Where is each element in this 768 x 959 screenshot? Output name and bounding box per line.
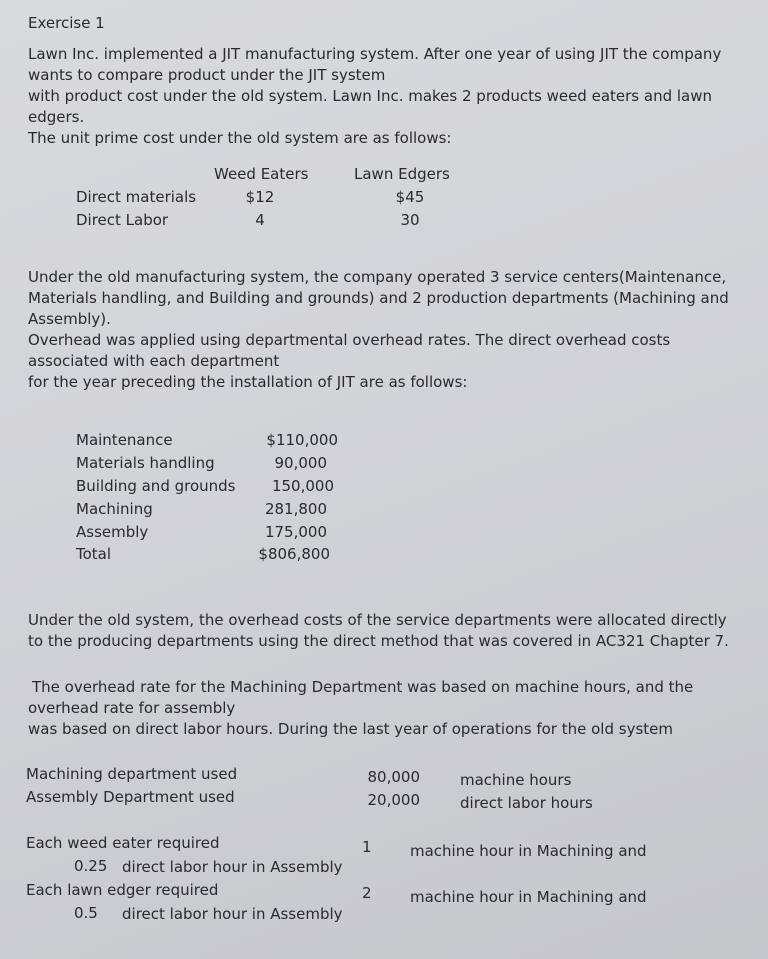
- allocation-paragraph: [28, 610, 729, 652]
- overhead-row-value: 90,000: [274, 454, 327, 472]
- intro-line: wants to compare product under the JIT system: [28, 66, 386, 84]
- overhead-total-value: $806,800: [258, 545, 330, 563]
- old-system-paragraph: [28, 267, 729, 393]
- usage-unit-assembly: direct labor hours: [460, 794, 593, 812]
- overhead-row-value: 175,000: [264, 523, 327, 541]
- usage-label-machining: Machining department used: [26, 765, 238, 783]
- lawn-edger-machine-hours: 2: [362, 884, 372, 902]
- rate-line: was based on direct labor hours. During the last year of operations for the old system: [28, 720, 673, 738]
- overhead-rate-paragraph: [28, 677, 693, 740]
- usage-value-machining: 80,000: [367, 768, 420, 786]
- lawn-direct-labor-value: 30: [400, 211, 420, 229]
- old-system-line: Materials handling, and Building and grounds) and 2 production departments (Machining and: [28, 289, 729, 307]
- weed-eater-labor-desc: direct labor hour in Assembly: [122, 858, 343, 876]
- lawn-edger-labor-hours: 0.5: [74, 904, 98, 922]
- exercise-title: Exercise 1: [28, 14, 105, 32]
- intro-line: with product cost under the old system. Lawn Inc. makes 2 products weed eaters and lawn: [28, 87, 713, 105]
- row-label-direct-labor: Direct Labor: [76, 211, 169, 229]
- weed-eater-labor-hours: 0.25: [74, 857, 108, 875]
- intro-line: Lawn Inc. implemented a JIT manufacturing system. After one year of using JIT the company: [28, 45, 722, 63]
- rate-line: overhead rate for assembly: [28, 699, 236, 717]
- intro-line: edgers.: [28, 108, 85, 126]
- old-system-line: Assembly).: [28, 310, 111, 328]
- usage-label-assembly: Assembly Department used: [26, 788, 235, 806]
- old-system-line: for the year preceding the installation of JIT are as follows:: [28, 373, 468, 391]
- weed-eater-requirement-label: Each weed eater required: [26, 834, 220, 852]
- allocation-line: to the producing departments using the direct method that was covered in AC321 Chapter 7.: [28, 632, 729, 650]
- weed-eater-machine-desc: machine hour in Machining and: [410, 842, 647, 860]
- overhead-row-value: 150,000: [271, 477, 334, 495]
- old-system-line: associated with each department: [28, 352, 280, 370]
- row-label-direct-materials: Direct materials: [76, 188, 197, 206]
- overhead-row-label: Assembly: [76, 523, 149, 541]
- lawn-edger-machine-desc: machine hour in Machining and: [410, 888, 647, 906]
- rate-line: The overhead rate for the Machining Department was based on machine hours, and the: [32, 678, 694, 696]
- usage-unit-machining: machine hours: [460, 771, 572, 789]
- allocation-line: Under the old system, the overhead costs of the service departments were allocated directly: [28, 611, 727, 629]
- lawn-direct-materials-value: $45: [395, 188, 425, 206]
- old-system-line: Overhead was applied using departmental overhead rates. The direct overhead costs: [28, 331, 671, 349]
- old-system-line: Under the old manufacturing system, the company operated 3 service centers(Maintenance,: [28, 268, 727, 286]
- overhead-row-value: 281,800: [264, 500, 327, 518]
- overhead-row-value: $110,000: [266, 431, 338, 449]
- overhead-total-label: Total: [76, 545, 112, 563]
- overhead-row-label: Maintenance: [76, 431, 173, 449]
- weed-direct-materials-value: $12: [245, 188, 275, 206]
- overhead-row-label: Building and grounds: [76, 477, 236, 495]
- weed-direct-labor-value: 4: [255, 211, 265, 229]
- lawn-edger-labor-desc: direct labor hour in Assembly: [122, 905, 343, 923]
- overhead-row-label: Machining: [76, 500, 153, 518]
- usage-value-assembly: 20,000: [367, 791, 420, 809]
- overhead-row-label: Materials handling: [76, 454, 215, 472]
- column-header-lawn-edgers: Lawn Edgers: [354, 165, 450, 183]
- column-header-weed-eaters: Weed Eaters: [214, 165, 309, 183]
- lawn-edger-requirement-label: Each lawn edger required: [26, 881, 219, 899]
- weed-eater-machine-hours: 1: [362, 838, 372, 856]
- intro-line: The unit prime cost under the old system are as follows:: [28, 129, 452, 147]
- intro-paragraph: [28, 44, 721, 149]
